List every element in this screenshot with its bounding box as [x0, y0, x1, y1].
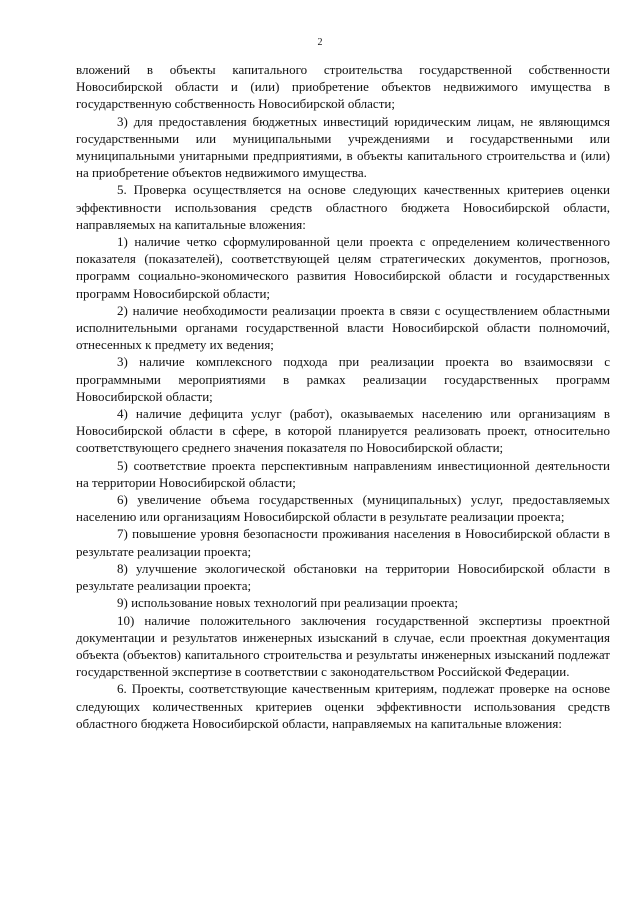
paragraph-item-3-investments: 3) для предоставления бюджетных инвестиций юридическим лицам, не являющимся государственными или муниципальными учреждениями и государственными или муниципальными унитарными предприятиями, в объекты капитального строительства и (или) на приобретение объектов недвижимого имущества. [76, 113, 610, 181]
criterion-8: 8) улучшение экологической обстановки на территории Новосибирской области в результате реализации проекта; [76, 560, 610, 594]
document-body [76, 61, 610, 732]
paragraph-section-6: 6. Проекты, соответствующие качественным критериям, подлежат проверке на основе следующих количественных критериев оценки эффективности использования средств областного бюджета Новосибирской области, направляемых на капитальные вложения: [76, 681, 610, 731]
criterion-6: 6) увеличение объема государственных (муниципальных) услуг, предоставляемых населению или организациям Новосибирской области в результате реализации проекта; [76, 492, 610, 525]
criterion-9: 9) использование новых технологий при реализации проекта; [117, 595, 459, 611]
criterion-10: 10) наличие положительного заключения государственной экспертизы проектной документации и результатов инженерных изысканий в случае, если проектная документация объекта (объектов) капитального строительства и результаты инженерных изысканий подлежат государственной экспертизе в соответствии с законодательством Российской Федерации. [76, 612, 610, 680]
criterion-1: 1) наличие четко сформулированной цели проекта с определением количественного показателя (показателей), соответствующей целям стратегических документов, прогнозов, программ социально-экономического развития Новосибирской области и государственных программ Новосибирской области; [76, 234, 610, 301]
paragraph-continuation: вложений в объекты капитального строительства государственной собственности Новосибирской области и (или) приобретение объектов недвижимого имущества в государственную собственность Новосибирской области; [76, 62, 610, 112]
paragraph-section-5: 5. Проверка осуществляется на основе следующих качественных критериев оценки эффективности использования средств областного бюджета Новосибирской области, направляемых на капитальные вложения: [76, 182, 610, 232]
criterion-7: 7) повышение уровня безопасности проживания населения в Новосибирской области в результате реализации проекта; [76, 526, 610, 559]
criterion-5: 5) соответствие проекта перспективным направлениям инвестиционной деятельности на территории Новосибирской области; [76, 457, 610, 490]
criterion-4: 4) наличие дефицита услуг (работ), оказываемых населению или организациям в Новосибирской области в сфере, в которой планируется реализовать проект, относительно соответствующего среднего значения показателя по Новосибирской области; [76, 406, 610, 456]
criterion-3: 3) наличие комплексного подхода при реализации проекта во взаимосвязи с программными мероприятиями в рамках реализации государственных программ Новосибирской области; [76, 354, 610, 404]
page-number: 2 [317, 37, 323, 48]
criterion-2: 2) наличие необходимости реализации проекта в связи с осуществлением областными исполнительными органами государственной власти Новосибирской области полномочий, отнесенных к предмету их ведения; [76, 302, 610, 353]
